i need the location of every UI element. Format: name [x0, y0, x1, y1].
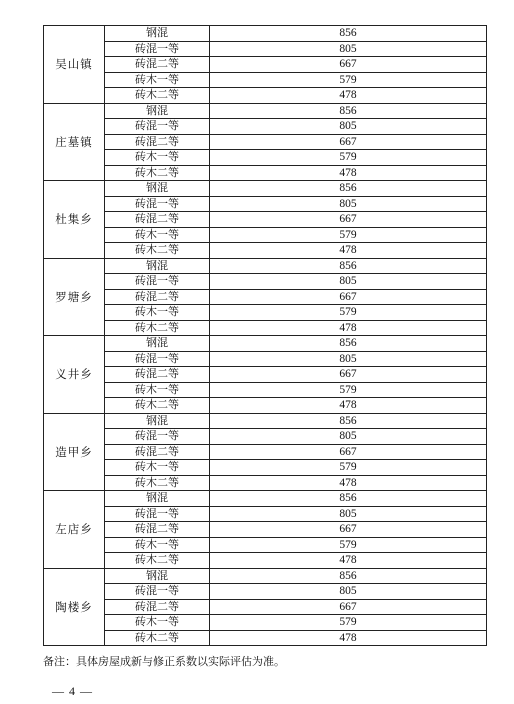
price-value-cell: 579	[210, 72, 487, 88]
price-value-cell: 579	[210, 460, 487, 476]
table-row	[44, 599, 487, 615]
structure-type-cell: 钢混	[105, 26, 210, 42]
structure-type-cell: 砖木二等	[105, 165, 210, 181]
price-value-cell: 478	[210, 165, 487, 181]
price-value-cell: 856	[210, 413, 487, 429]
price-value-cell: 805	[210, 119, 487, 135]
price-value-cell: 667	[210, 367, 487, 383]
table-row	[44, 429, 487, 445]
price-value-cell: 478	[210, 243, 487, 259]
price-value-cell: 478	[210, 475, 487, 491]
structure-type-cell: 砖混一等	[105, 429, 210, 445]
table-row	[44, 134, 487, 150]
price-value-cell: 579	[210, 537, 487, 553]
table-row	[44, 227, 487, 243]
table-row	[44, 274, 487, 290]
structure-type-cell: 砖木一等	[105, 227, 210, 243]
price-value-cell: 856	[210, 26, 487, 42]
structure-type-cell: 砖混二等	[105, 599, 210, 615]
price-value-cell: 667	[210, 444, 487, 460]
price-value-cell: 579	[210, 615, 487, 631]
price-value-cell: 579	[210, 305, 487, 321]
price-table-body	[44, 26, 487, 646]
structure-type-cell: 砖混一等	[105, 351, 210, 367]
structure-type-cell: 砖木二等	[105, 320, 210, 336]
structure-type-cell: 砖木一等	[105, 537, 210, 553]
price-value-cell: 478	[210, 553, 487, 569]
table-row	[44, 181, 487, 197]
price-value-cell: 805	[210, 274, 487, 290]
table-row	[44, 289, 487, 305]
price-value-cell: 856	[210, 336, 487, 352]
table-row	[44, 615, 487, 631]
price-value-cell: 478	[210, 630, 487, 646]
structure-type-cell: 砖混一等	[105, 41, 210, 57]
structure-type-cell: 砖木一等	[105, 382, 210, 398]
structure-type-cell: 砖混一等	[105, 196, 210, 212]
town-name-cell: 罗塘乡	[44, 258, 105, 336]
town-name-cell: 吴山镇	[44, 26, 105, 104]
price-value-cell: 667	[210, 212, 487, 228]
structure-type-cell: 砖混一等	[105, 119, 210, 135]
structure-type-cell: 砖木二等	[105, 243, 210, 259]
structure-type-cell: 砖混一等	[105, 506, 210, 522]
structure-type-cell: 钢混	[105, 336, 210, 352]
table-row	[44, 506, 487, 522]
table-row	[44, 26, 487, 42]
table-row	[44, 57, 487, 73]
price-value-cell: 667	[210, 522, 487, 538]
table-row	[44, 584, 487, 600]
table-row	[44, 119, 487, 135]
price-value-cell: 805	[210, 584, 487, 600]
structure-type-cell: 砖混一等	[105, 584, 210, 600]
table-row	[44, 475, 487, 491]
price-value-cell: 667	[210, 599, 487, 615]
structure-type-cell: 砖混二等	[105, 444, 210, 460]
structure-type-cell: 砖木二等	[105, 553, 210, 569]
price-table-container	[43, 25, 486, 646]
price-value-cell: 579	[210, 150, 487, 166]
price-value-cell: 478	[210, 320, 487, 336]
table-row	[44, 382, 487, 398]
price-table	[43, 25, 487, 646]
price-value-cell: 856	[210, 568, 487, 584]
table-row	[44, 258, 487, 274]
table-row	[44, 165, 487, 181]
table-row	[44, 72, 487, 88]
price-value-cell: 478	[210, 88, 487, 104]
structure-type-cell: 砖混二等	[105, 367, 210, 383]
structure-type-cell: 砖木二等	[105, 398, 210, 414]
structure-type-cell: 钢混	[105, 413, 210, 429]
price-value-cell: 805	[210, 41, 487, 57]
table-row	[44, 150, 487, 166]
table-row	[44, 522, 487, 538]
table-row	[44, 41, 487, 57]
structure-type-cell: 砖混二等	[105, 57, 210, 73]
table-row	[44, 320, 487, 336]
table-row	[44, 553, 487, 569]
structure-type-cell: 钢混	[105, 258, 210, 274]
table-row	[44, 367, 487, 383]
structure-type-cell: 砖混一等	[105, 274, 210, 290]
table-row	[44, 444, 487, 460]
table-row	[44, 212, 487, 228]
table-row	[44, 305, 487, 321]
town-name-cell: 左店乡	[44, 491, 105, 569]
table-row	[44, 243, 487, 259]
structure-type-cell: 砖木一等	[105, 460, 210, 476]
structure-type-cell: 砖木一等	[105, 305, 210, 321]
footnote: 备注：具体房屋成新与修正系数以实际评估为准。	[43, 655, 285, 668]
structure-type-cell: 砖木二等	[105, 475, 210, 491]
table-row	[44, 196, 487, 212]
structure-type-cell: 钢混	[105, 491, 210, 507]
table-row	[44, 460, 487, 476]
town-name-cell: 造甲乡	[44, 413, 105, 491]
price-value-cell: 805	[210, 429, 487, 445]
price-value-cell: 579	[210, 382, 487, 398]
structure-type-cell: 砖木二等	[105, 88, 210, 104]
structure-type-cell: 钢混	[105, 181, 210, 197]
structure-type-cell: 砖木一等	[105, 72, 210, 88]
structure-type-cell: 砖混二等	[105, 134, 210, 150]
price-value-cell: 856	[210, 491, 487, 507]
structure-type-cell: 砖木二等	[105, 630, 210, 646]
price-value-cell: 667	[210, 134, 487, 150]
price-value-cell: 805	[210, 351, 487, 367]
price-value-cell: 805	[210, 196, 487, 212]
table-row	[44, 413, 487, 429]
town-name-cell: 陶楼乡	[44, 568, 105, 646]
price-value-cell: 667	[210, 289, 487, 305]
price-value-cell: 805	[210, 506, 487, 522]
table-row	[44, 103, 487, 119]
page-number: — 4 —	[52, 684, 93, 698]
town-name-cell: 庄墓镇	[44, 103, 105, 181]
structure-type-cell: 钢混	[105, 103, 210, 119]
table-row	[44, 336, 487, 352]
price-value-cell: 667	[210, 57, 487, 73]
price-value-cell: 856	[210, 258, 487, 274]
price-value-cell: 579	[210, 227, 487, 243]
structure-type-cell: 砖混二等	[105, 212, 210, 228]
table-row	[44, 537, 487, 553]
table-row	[44, 630, 487, 646]
structure-type-cell: 砖混二等	[105, 522, 210, 538]
structure-type-cell: 砖木一等	[105, 615, 210, 631]
town-name-cell: 杜集乡	[44, 181, 105, 259]
town-name-cell: 义井乡	[44, 336, 105, 414]
table-row	[44, 491, 487, 507]
price-value-cell: 856	[210, 103, 487, 119]
table-row	[44, 398, 487, 414]
price-value-cell: 856	[210, 181, 487, 197]
table-row	[44, 351, 487, 367]
price-value-cell: 478	[210, 398, 487, 414]
structure-type-cell: 钢混	[105, 568, 210, 584]
table-row	[44, 568, 487, 584]
structure-type-cell: 砖木一等	[105, 150, 210, 166]
structure-type-cell: 砖混二等	[105, 289, 210, 305]
table-row	[44, 88, 487, 104]
